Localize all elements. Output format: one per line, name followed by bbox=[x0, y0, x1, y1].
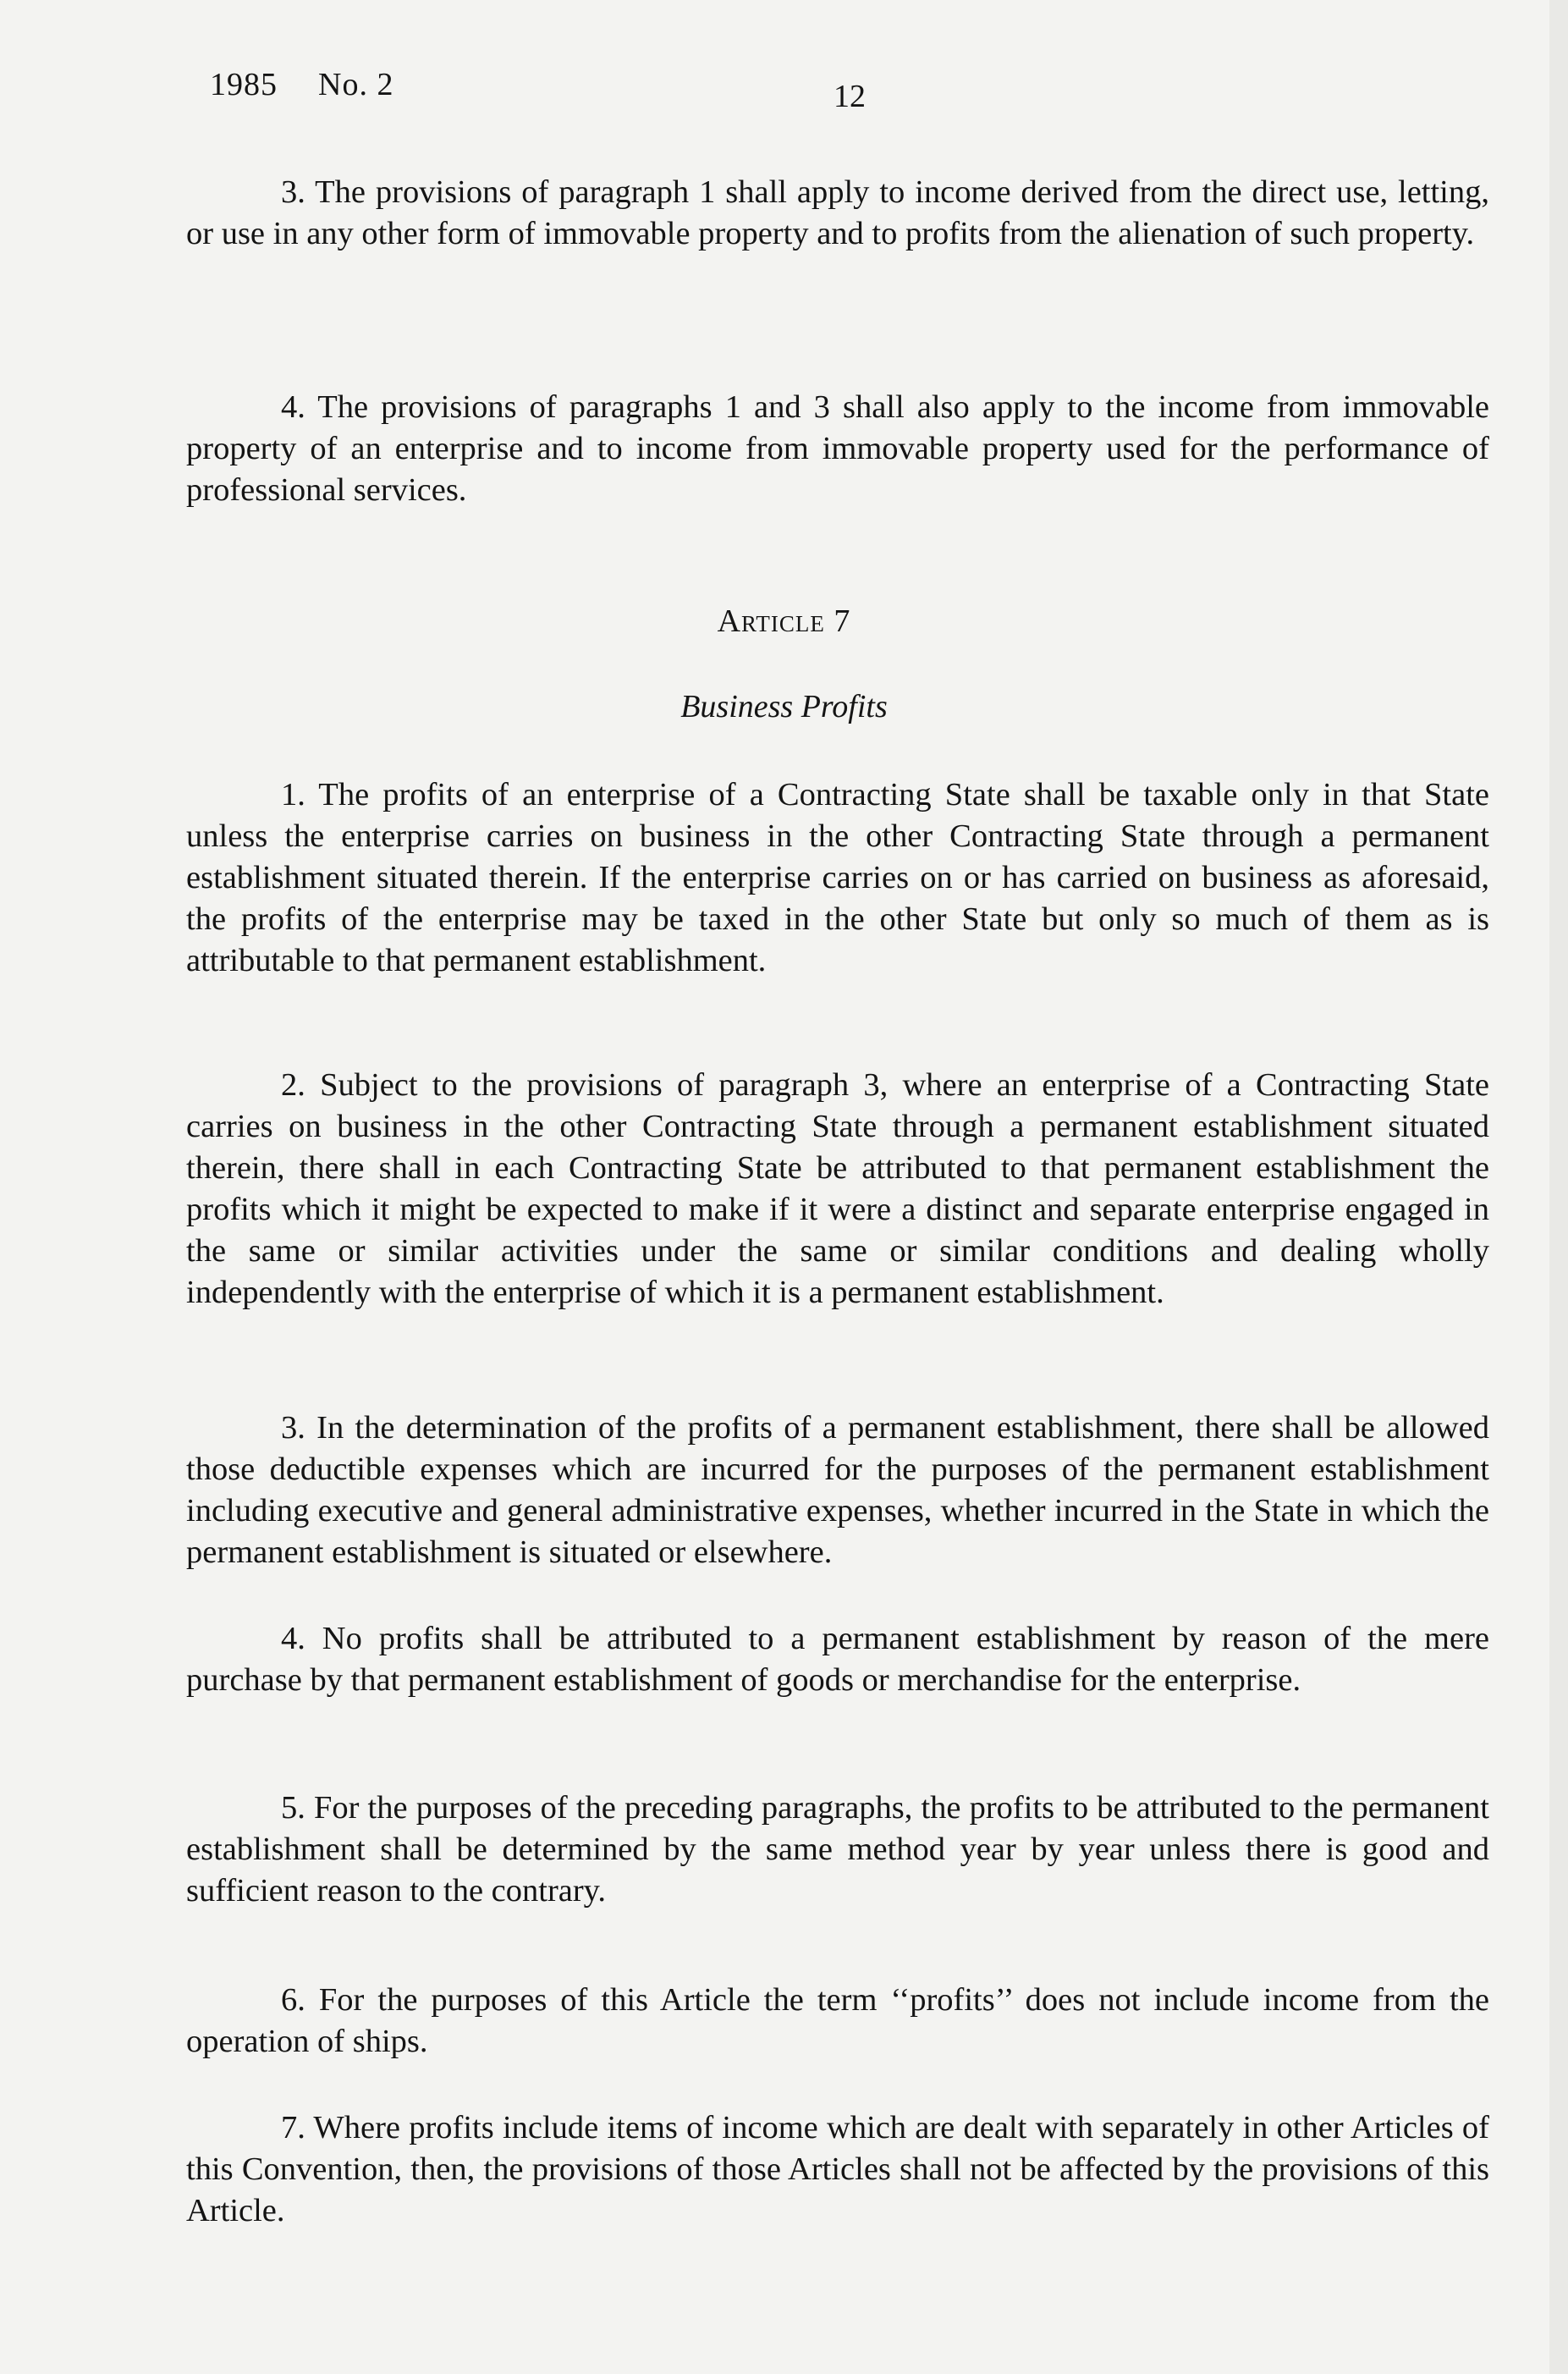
paper-edge bbox=[1549, 0, 1568, 2374]
article-paragraph-1: 1. The profits of an enterprise of a Contracting State shall be taxable only in that State unless the enterprise carries on business in the other Contracting State through a permanent establishment situated therein. If the enterprise carries on or has carried on business as aforesaid, the profits of the enterprise may be taxed in the other State but only so much of them as is attributable to that permanent establishment. bbox=[186, 777, 1489, 978]
article-title: Business Profits bbox=[680, 689, 888, 724]
page-number: 12 bbox=[834, 79, 866, 114]
header-year: 1985 bbox=[210, 67, 278, 102]
article-paragraph-7: 7. Where profits include items of income which are dealt with separately in other Articles of this Convention, then, the provisions of those Articles shall not be affected by the provisions of this Article. bbox=[186, 2110, 1489, 2228]
article-paragraph-6: 6. For the purposes of this Article the term ‘‘profits’’ does not include income from the operation of ships. bbox=[186, 1982, 1489, 2059]
article-paragraph-2: 2. Subject to the provisions of paragraph 3, where an enterprise of a Contracting State carries on business in the other Contracting State through a permanent establishment situated therein, there shall in each Contracting State be attributed to that permanent establishment the profits which it might be expected to make if it were a distinct and separate enterprise engaged in the same or similar activities under the same or similar conditions and dealing wholly independently with the enterprise of which it is a permanent establishment. bbox=[186, 1067, 1489, 1310]
page-header bbox=[210, 66, 393, 103]
article-paragraph-5: 5. For the purposes of the preceding paragraphs, the profits to be attributed to the permanent establishment shall be determined by the same method year by year unless there is good and sufficient reason to the contrary. bbox=[186, 1790, 1489, 1909]
paragraph-6-3: 3. The provisions of paragraph 1 shall apply to income derived from the direct use, letting, or use in any other form of immovable property and to profits from the alienation of such property. bbox=[186, 174, 1489, 251]
article-heading bbox=[0, 603, 1568, 640]
article-paragraph-4: 4. No profits shall be attributed to a permanent establishment by reason of the mere purchase by that permanent establishment of goods or merchandise for the enterprise. bbox=[186, 1621, 1489, 1698]
paragraph-6-4: 4. The provisions of paragraphs 1 and 3 shall also apply to the income from immovable property of an enterprise and to income from immovable property used for the performance of professional services. bbox=[186, 389, 1489, 508]
article-heading-text: Article 7 bbox=[717, 603, 851, 639]
header-number: No. 2 bbox=[318, 67, 394, 102]
article-paragraph-3: 3. In the determination of the profits of a permanent establishment, there shall be allowed those deductible expenses which are incurred for the purposes of the permanent establishment including executive and general administrative expenses, whether incurred in the State in which the permanent establishment is situated or elsewhere. bbox=[186, 1410, 1489, 1570]
